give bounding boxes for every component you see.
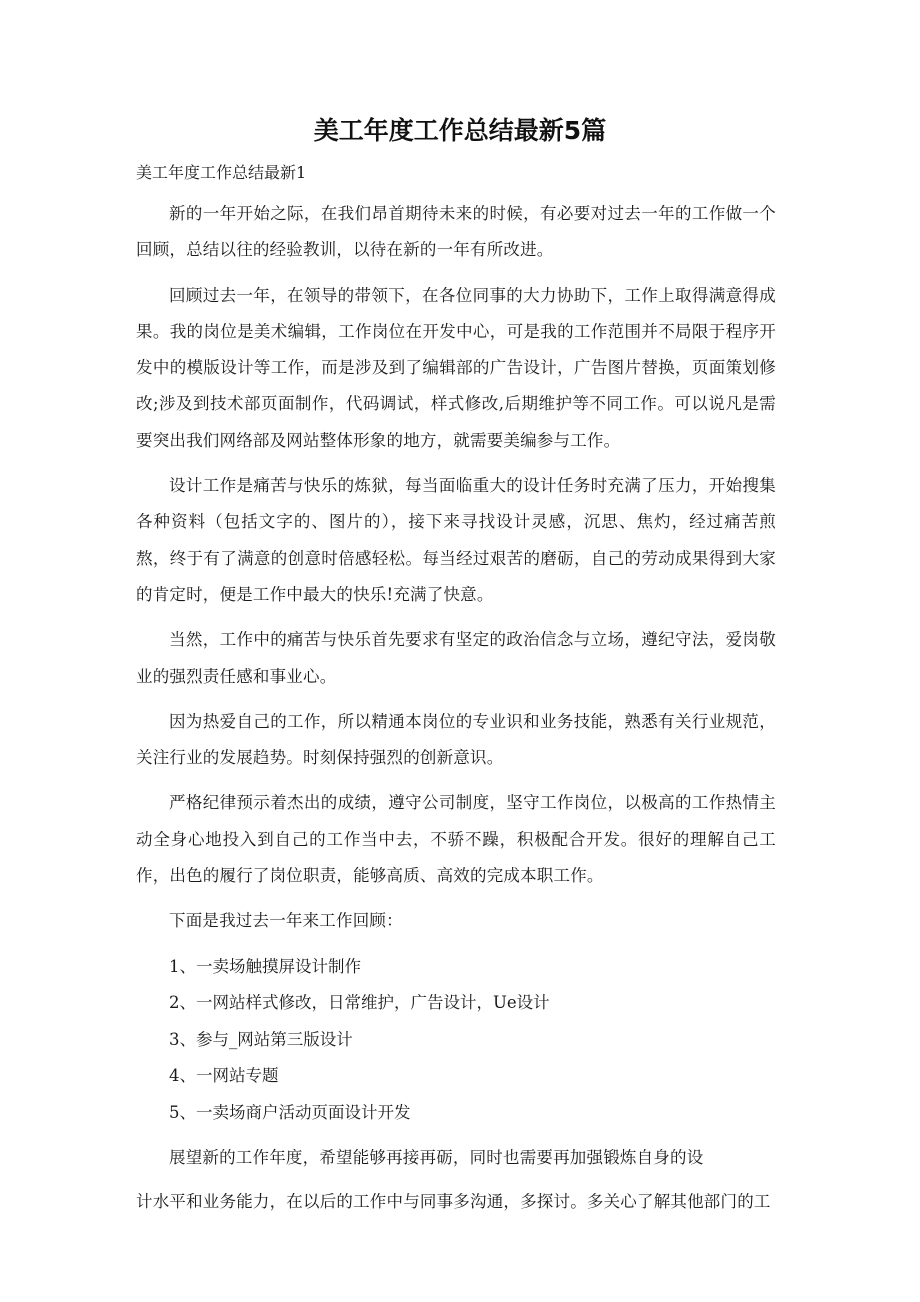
list-item: 1、一卖场触摸屏设计制作: [169, 956, 361, 976]
list-item: 5、一卖场商户活动页面设计开发: [169, 1103, 411, 1123]
closing-paragraph-continuation: 计水平和业务能力，在以后的工作中与同事多沟通，多探讨。多关心了解其他部门的工: [136, 1191, 771, 1211]
work-review-list: [136, 949, 776, 1132]
list-item: 4、一网站专题: [169, 1066, 279, 1086]
paragraph: 当然，工作中的痛苦与快乐首先要求有坚定的政治信念与立场，遵纪守法，爱岗敬业的强烈责任感和事业心。: [136, 630, 776, 686]
paragraph: 严格纪律预示着杰出的成绩，遵守公司制度，坚守工作岗位，以极高的工作热情主动全身心地投入到自己的工作当中去，不骄不躁，积极配合开发。很好的理解自己工作，出色的履行了岗位职责，能够高质、高效的完成本职工作。: [136, 793, 776, 886]
document-title: 美工年度工作总结最新5篇: [313, 116, 607, 145]
document-body: [136, 196, 776, 1220]
section-subtitle: 美工年度工作总结最新1: [136, 163, 307, 182]
closing-paragraph-line: 展望新的工作年度，希望能够再接再砺，同时也需要再加强锻炼自身的设: [169, 1148, 704, 1168]
paragraph: 下面是我过去一年来工作回顾：: [169, 911, 403, 931]
paragraph: 回顾过去一年，在领导的带领下，在各位同事的大力协助下，工作上取得满意得成果。我的岗位是美术编辑，工作岗位在开发中心，可是我的工作范围并不局限于程序开发中的模版设计等工作，而是涉及到了编辑部的广告设计，广告图片替换，页面策划修改;涉及到技术部页面制作，代码调试，样式修改,后期维护等不同工作。可以说凡是需要突出我们网络部及网站整体形象的地方，就需要美编参与工作。: [136, 285, 776, 450]
paragraph: 设计工作是痛苦与快乐的炼狱，每当面临重大的设计任务时充满了压力，开始搜集各种资料（包括文字的、图片的），接下来寻找设计灵感，沉思、焦灼，经过痛苦煎熬，终于有了满意的创意时倍感轻松。每当经过艰苦的磨砺，自己的劳动成果得到大家的肯定时，便是工作中最大的快乐!充满了快意。: [136, 476, 776, 604]
paragraph: 新的一年开始之际，在我们昂首期待未来的时候，有必要对过去一年的工作做一个回顾，总结以往的经验教训，以待在新的一年有所改进。: [136, 204, 776, 260]
list-item: 2、一网站样式修改，日常维护，广告设计，Ue设计: [169, 993, 550, 1013]
paragraph: 因为热爱自己的工作，所以精通本岗位的专业识和业务技能，熟悉有关行业规范，关注行业的发展趋势。时刻保持强烈的创新意识。: [136, 711, 776, 768]
list-item: 3、参与_网站第三版设计: [169, 1029, 353, 1049]
